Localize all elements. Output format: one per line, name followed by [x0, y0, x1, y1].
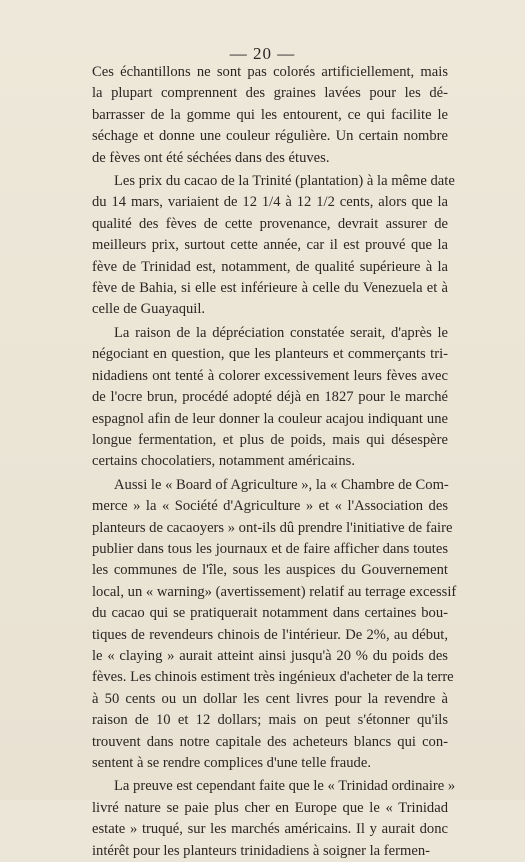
paragraph — [92, 475, 457, 775]
text-line: trouvent dans notre capitale des acheteurs blancs qui con- — [92, 733, 448, 750]
text-line: espagnol afin de leur donner la couleur acajou indiquant une — [92, 410, 448, 427]
text-line: longue fermentation, et plus de poids, mais qui désespère — [92, 431, 448, 448]
text-line: merce » la « Société d'Agriculture » et « l'Association des — [92, 498, 448, 515]
text-line: fèves. Les chinois estiment très ingénieux d'acheter de la terre — [92, 669, 454, 686]
text-line: de l'ocre brun, procédé adopté déjà en 1827 pour le marché — [92, 389, 448, 406]
text-line: les communes de l'île, sous les auspices du Gouvernement — [92, 562, 448, 579]
text-line: la plupart comprennent des graines lavées pour les dé- — [92, 85, 448, 102]
text-line: tiques de revendeurs chinois de l'intérieur. De 2%, au début, — [92, 626, 448, 643]
text-line: le « claying » aurait atteint ainsi jusqu'à 20 % du poids des — [92, 647, 448, 664]
page-number: — 20 — — [229, 44, 296, 63]
text-line: qualité des fèves de cette provenance, devrait assurer de — [92, 215, 448, 232]
text-line: négociant en question, que les planteurs et commerçants tri- — [92, 346, 448, 363]
text-line: meilleurs prix, surtout cette année, car il est prouvé que la — [92, 237, 448, 254]
text-line: séchage et donne une couleur régulière. Un certain nombre — [92, 128, 448, 145]
body-text — [92, 62, 457, 862]
text-line: raison de 10 et 12 dollars; mais on peut s'étonner qu'ils — [92, 712, 448, 729]
paragraph — [92, 171, 455, 321]
text-line: barrasser de la gomme qui les entourent, ce qui facilite le — [92, 106, 448, 123]
text-line: La preuve est cependant faite que le « Trinidad ordinaire » — [114, 778, 456, 795]
text-line: La raison de la dépréciation constatée serait, d'après le — [114, 324, 448, 341]
text-line: Ces échantillons ne sont pas colorés artificiellement, mais — [92, 64, 448, 80]
text-line: à 50 cents ou un dollar les cent livres pour la revendre à — [92, 690, 448, 707]
paragraph — [92, 323, 448, 473]
paragraph — [92, 62, 448, 169]
text-line: du 14 mars, variaient de 12 1/4 à 12 1/2 cents, alors que la — [92, 194, 448, 211]
text-line: livré nature se paie plus cher en Europe que le « Trinidad — [92, 799, 448, 816]
text-line: celle de Guayaquil. — [92, 301, 206, 318]
text-line: fève de Bahia, si elle est inférieure à celle du Venezuela et à — [92, 280, 448, 297]
text-line: intérêt pour les planteurs trinidadiens à soigner la fermen- — [92, 842, 430, 859]
text-line: publier dans tous les journaux et de faire afficher dans toutes — [92, 540, 448, 557]
text-line: de fèves ont été séchées dans des étuves. — [92, 149, 330, 166]
text-line: sentent à se rendre complices d'une telle fraude. — [92, 755, 371, 771]
text-line: nidadiens ont tenté à colorer excessivement leurs fèves avec — [92, 367, 448, 384]
paragraph — [92, 776, 456, 862]
text-line: local, un « warning» (avertissement) relatif au terrage excessif — [92, 583, 457, 600]
text-line: Les prix du cacao de la Trinité (plantation) à la même date — [114, 173, 455, 190]
text-line: certains chocolatiers, notamment américains. — [92, 453, 355, 470]
text-line: fève de Trinidad est, notamment, de qualité supérieure à la — [92, 258, 448, 275]
text-line: Aussi le « Board of Agriculture », la « Chambre de Com- — [114, 476, 449, 493]
text-line: du cacao qui se pratiquerait notamment dans certaines bou- — [92, 605, 448, 622]
text-line: planteurs de cacaoyers » ont-ils dû prendre l'initiative de faire — [92, 519, 453, 536]
text-line: estate » truqué, sur les marchés américains. Il y aurait donc — [92, 821, 448, 838]
